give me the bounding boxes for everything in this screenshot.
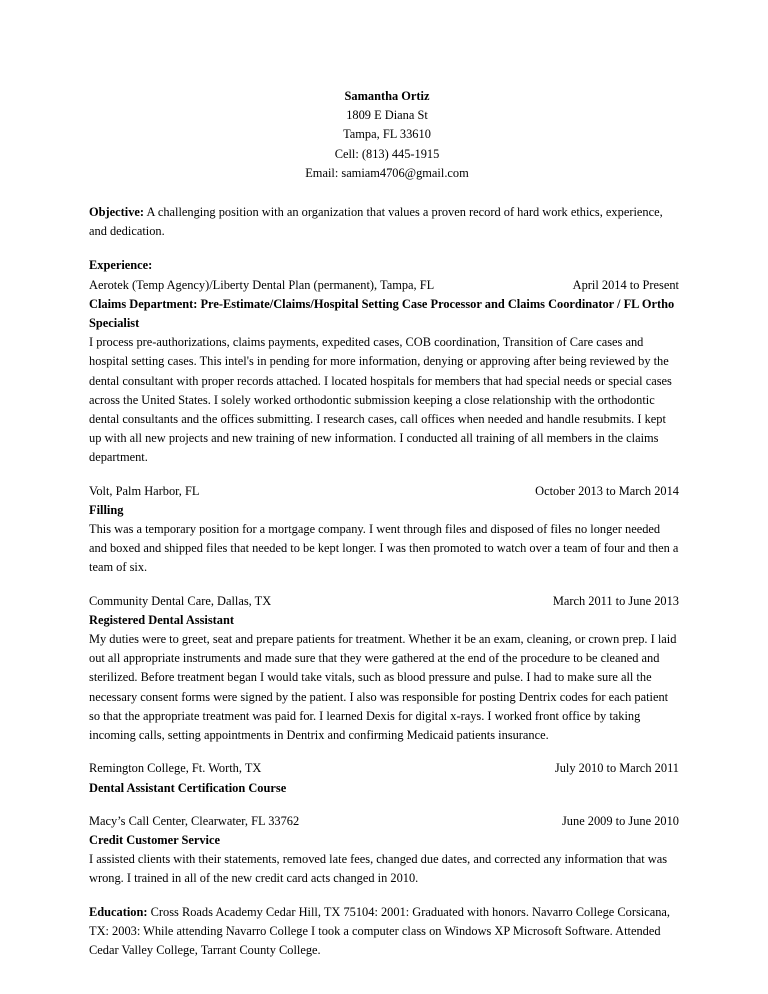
job-description: This was a temporary position for a mortgage company. I went through files and disposed of files no longer needed and boxed and shipped files that needed to be kept longer. I was then promoted to watch over a team of four and then a team of six. — [89, 522, 679, 575]
job-title: Registered Dental Assistant — [89, 612, 235, 627]
job-dates: July 2010 to March 2011 — [554, 761, 679, 776]
job-entry — [89, 812, 679, 889]
job-dates: October 2013 to March 2014 — [535, 483, 679, 498]
job-dates: April 2014 to Present — [572, 277, 679, 292]
objective-text: A challenging position with an organization that values a proven record of hard work ethics, experience, and dedication. — [89, 205, 663, 239]
job-dates: March 2011 to June 2013 — [552, 593, 679, 608]
education-label: Education: — [89, 904, 148, 919]
job-employer: Volt, Palm Harbor, FL — [89, 483, 200, 498]
job-header-line — [89, 759, 679, 778]
education-text: Cross Roads Academy Cedar Hill, TX 75104: 2001: Graduated with honors. Navarro College Corsicana, TX: 2003: While attending Navarro College I took a computer class on Windows XP Microsoft Software. Attended Cedar Valley College, Tarrant County College. — [89, 904, 671, 957]
job-employer: Remington College, Ft. Worth, TX — [89, 761, 262, 776]
job-header-line — [89, 812, 679, 831]
job-header-line — [89, 482, 679, 501]
job-title: Filling — [89, 502, 124, 517]
address-city: Tampa, FL 33610 — [343, 127, 431, 142]
job-title: Credit Customer Service — [89, 832, 220, 847]
address-street: 1809 E Diana St — [346, 108, 428, 123]
job-description: I assisted clients with their statements, removed late fees, changed due dates, and corrected any information that was wrong. I trained in all of the new credit card acts changed in 2010. — [89, 852, 668, 886]
job-description: My duties were to greet, seat and prepare patients for treatment. Whether it be an exam, cleaning, or crown prep. I laid out all appropriate instruments and made sure that they were gathered at the end of the procedure to be cleaned and sterilized. Before treatment began I would take vitals, such as blood pressure and pulse. I had to make sure all the necessary consent forms were signed by the patient. I also was responsible for posting Dentrix codes for each patient so that the appropriate treatment was paid for. I learned Dexis for digital x-rays. I worked front office by taking incoming calls, setting appointments in Dentrix and confirming Medicaid patients insurance. — [89, 632, 677, 743]
job-dates: June 2009 to June 2010 — [561, 813, 679, 828]
phone-cell: Cell: (813) 445-1915 — [334, 146, 440, 161]
objective-section — [89, 203, 679, 241]
job-title: Dental Assistant Certification Course — [89, 780, 287, 795]
job-header-line — [89, 592, 679, 611]
job-description: I process pre-authorizations, claims payments, expedited cases, COB coordination, Transition of Care cases and hospital setting cases. This intel's in pending for more information, denying or approving after being reviewed by the dental consultant with proper records attached. I located hospitals for members that had special needs or special cases across the United States. I solely worked orthodontic submission keeping a close relationship with the orthodontic dental consultants and the offices submitting. I research cases, call offices when needed and handle resubmits. I kept up with all new projects and new training of new information. I conducted all training of all members in the claims department. — [89, 335, 672, 465]
job-employer: Community Dental Care, Dallas, TX — [89, 593, 272, 608]
candidate-name: Samantha Ortiz — [344, 89, 430, 103]
job-employer: Macy’s Call Center, Clearwater, FL 33762 — [89, 813, 300, 828]
resume-header — [95, 87, 679, 183]
email-address: Email: samiam4706@gmail.com — [305, 165, 469, 180]
resume-page — [89, 87, 679, 960]
objective-label: Objective: — [89, 205, 145, 220]
education-section — [89, 903, 679, 961]
job-entry — [89, 759, 679, 797]
job-title: Claims Department: Pre-Estimate/Claims/Hospital Setting Case Processor and Claims Coordinator / FL Ortho Specialist — [89, 296, 675, 331]
job-entry — [89, 276, 679, 468]
job-entry — [89, 592, 679, 746]
job-header-line — [89, 276, 679, 295]
job-entry — [89, 482, 679, 578]
experience-heading: Experience: — [89, 258, 153, 273]
job-employer: Aerotek (Temp Agency)/Liberty Dental Plan (permanent), Tampa, FL — [89, 277, 435, 292]
